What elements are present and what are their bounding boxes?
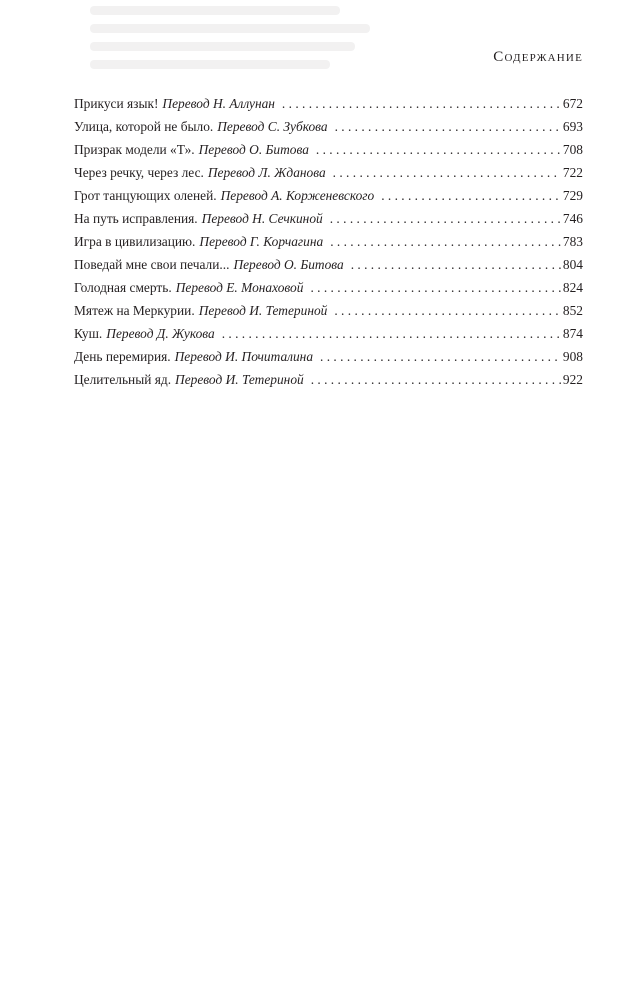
entry-page-number: 722: [562, 165, 583, 180]
entry-title: На путь исправления.: [74, 211, 198, 226]
entry-page-number: 783: [562, 234, 583, 249]
toc-entry: [74, 299, 583, 322]
dot-leader: [330, 207, 561, 230]
entry-title: Игра в цивилизацию.: [74, 234, 196, 249]
toc-entry: [74, 322, 583, 345]
running-head: Содержание: [493, 49, 583, 65]
dot-leader: [333, 161, 561, 184]
toc-entry: [74, 115, 583, 138]
entry-translator: Перевод И. Тетериной: [198, 303, 328, 318]
entry-page-number: 922: [562, 372, 583, 387]
toc-entry: [74, 276, 583, 299]
entry-translator: Перевод Л. Жданова: [207, 165, 326, 180]
dot-leader: [316, 138, 561, 161]
dot-leader: [334, 299, 561, 322]
dot-leader: [222, 322, 561, 345]
entry-translator: Перевод Г. Корчагина: [199, 234, 324, 249]
entry-translator: Перевод А. Корженевского: [220, 188, 375, 203]
dot-leader: [320, 345, 561, 368]
dot-leader: [351, 253, 561, 276]
entry-title: Голодная смерть.: [74, 280, 172, 295]
entry-page-number: 824: [562, 280, 583, 295]
dot-leader: [381, 184, 561, 207]
toc-entry: [74, 161, 583, 184]
toc-entry: [74, 253, 583, 276]
entry-translator: Перевод Д. Жукова: [106, 326, 215, 341]
toc-entry: [74, 92, 583, 115]
dot-leader: [311, 368, 561, 391]
entry-title: День перемирия.: [74, 349, 171, 364]
entry-translator: Перевод Е. Монаховой: [175, 280, 304, 295]
entry-translator: Перевод С. Зубкова: [217, 119, 328, 134]
entry-title: Грот танцующих оленей.: [74, 188, 217, 203]
toc-entry: [74, 230, 583, 253]
entry-page-number: 693: [562, 119, 583, 134]
dot-leader: [330, 230, 561, 253]
table-of-contents: [74, 92, 583, 391]
dot-leader: [310, 276, 560, 299]
entry-title: Улица, которой не было.: [74, 119, 214, 134]
entry-page-number: 746: [562, 211, 583, 226]
entry-title: Куш.: [74, 326, 103, 341]
entry-title: Поведай мне свои печали...: [74, 257, 230, 272]
toc-entry: [74, 207, 583, 230]
entry-page-number: 804: [562, 257, 583, 272]
entry-translator: Перевод О. Битова: [233, 257, 344, 272]
entry-translator: Перевод Н. Сечкиной: [201, 211, 323, 226]
toc-entry: [74, 345, 583, 368]
dot-leader: [335, 115, 561, 138]
entry-page-number: 729: [562, 188, 583, 203]
dot-leader: [282, 92, 561, 115]
entry-translator: Перевод Н. Аллунан: [162, 96, 275, 111]
entry-page-number: 908: [562, 349, 583, 364]
entry-title: Призрак модели «Т».: [74, 142, 195, 157]
show-through-text: [90, 0, 380, 72]
toc-entry: [74, 184, 583, 207]
entry-title: Мятеж на Меркурии.: [74, 303, 195, 318]
entry-title: Через речку, через лес.: [74, 165, 204, 180]
entry-translator: Перевод О. Битова: [198, 142, 309, 157]
entry-title: Прикуси язык!: [74, 96, 159, 111]
entry-page-number: 874: [562, 326, 583, 341]
entry-translator: Перевод И. Тетериной: [175, 372, 304, 387]
toc-entry: [74, 138, 583, 161]
entry-page-number: 708: [562, 142, 583, 157]
toc-entry: [74, 368, 583, 391]
entry-page-number: 672: [562, 96, 583, 111]
entry-page-number: 852: [562, 303, 583, 318]
entry-translator: Перевод И. Почиталина: [174, 349, 314, 364]
entry-title: Целительный яд.: [74, 372, 172, 387]
